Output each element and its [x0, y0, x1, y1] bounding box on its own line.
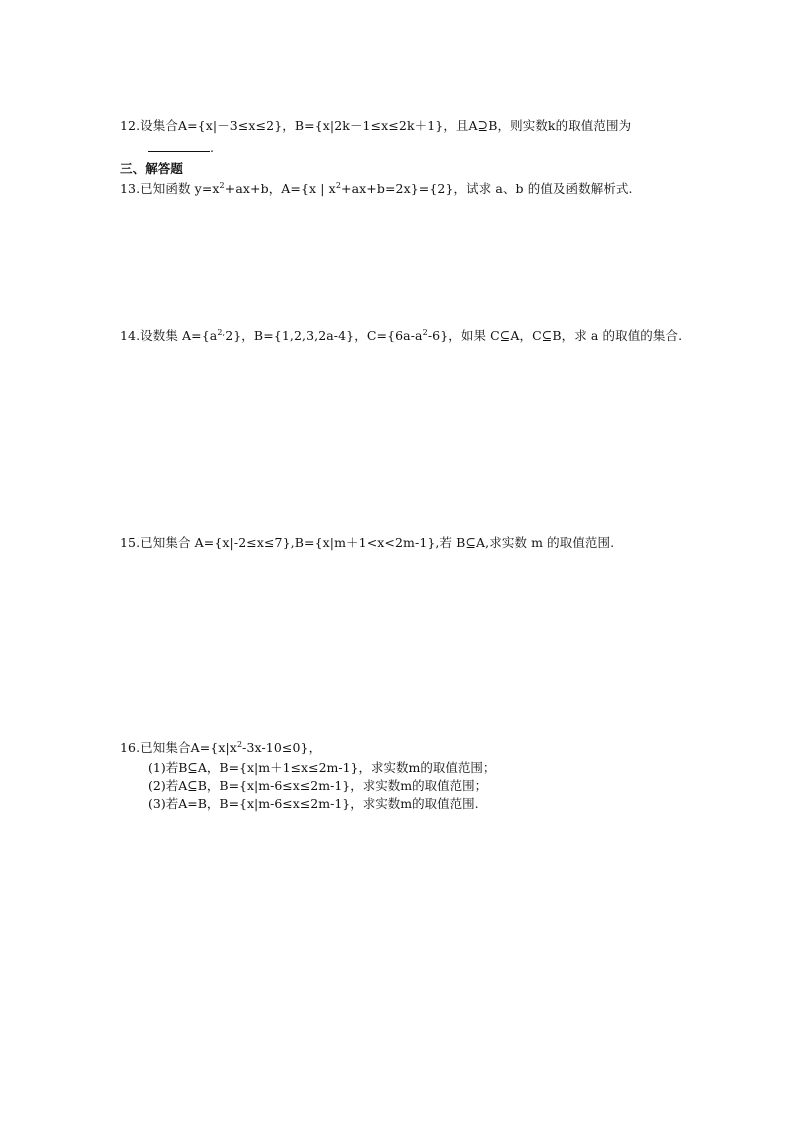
question-12-period: . — [210, 140, 215, 155]
question-12-line-2 — [148, 140, 214, 156]
section-heading: 三、解答题 — [120, 161, 184, 176]
question-14 — [120, 328, 682, 344]
question-16-part-1: (1)若B⊆A，B={x|m＋1≤x≤2m-1}，求实数m的取值范围； — [148, 760, 496, 775]
q14-text-2: 2}，B={1,2,3,2a-4}，C={6a-a — [225, 328, 423, 343]
q13-sup-1: 2 — [219, 181, 225, 190]
question-16-part-3: (3)若A=B，B={x|m-6≤x≤2m-1}，求实数m的取值范围. — [148, 796, 479, 811]
q13-text-2: +ax+b，A={x | x — [224, 181, 336, 196]
q13-text-1: 13.已知函数 y=x — [120, 181, 220, 196]
answer-blank — [148, 140, 210, 152]
q13-text-3: +ax+b=2x}={2}，试求 a、b 的值及函数解析式. — [341, 181, 633, 196]
question-13 — [120, 181, 633, 197]
question-15: 15.已知集合 A={x|-2≤x≤7},B={x|m＋1<x<2m-1},若 B⊆A,求实数 m 的取值范围. — [120, 535, 615, 550]
q13-sup-2: 2 — [335, 181, 342, 190]
q14-text-3: -6}，如果 C⊆A，C⊆B，求 a 的取值的集合. — [427, 328, 683, 343]
question-12-line-1: 12.设集合A={x|－3≤x≤2}，B={x|2k－1≤x≤2k＋1}，且A⊇B，则实数k的取值范围为 — [120, 118, 632, 133]
q16-text-1: 16.已知集合A={x|x — [120, 740, 237, 755]
q14-text-1: 14.设数集 A={a — [120, 328, 218, 343]
question-16-stem — [120, 740, 321, 756]
q14-sup-1: 2, — [217, 328, 226, 337]
question-16-part-2: (2)若A⊆B，B={x|m-6≤x≤2m-1}，求实数m的取值范围； — [148, 778, 488, 793]
q16-text-2: -3x-10≤0}， — [242, 740, 322, 755]
q16-sup: 2 — [236, 740, 243, 749]
q14-sup-2: 2 — [422, 328, 428, 337]
